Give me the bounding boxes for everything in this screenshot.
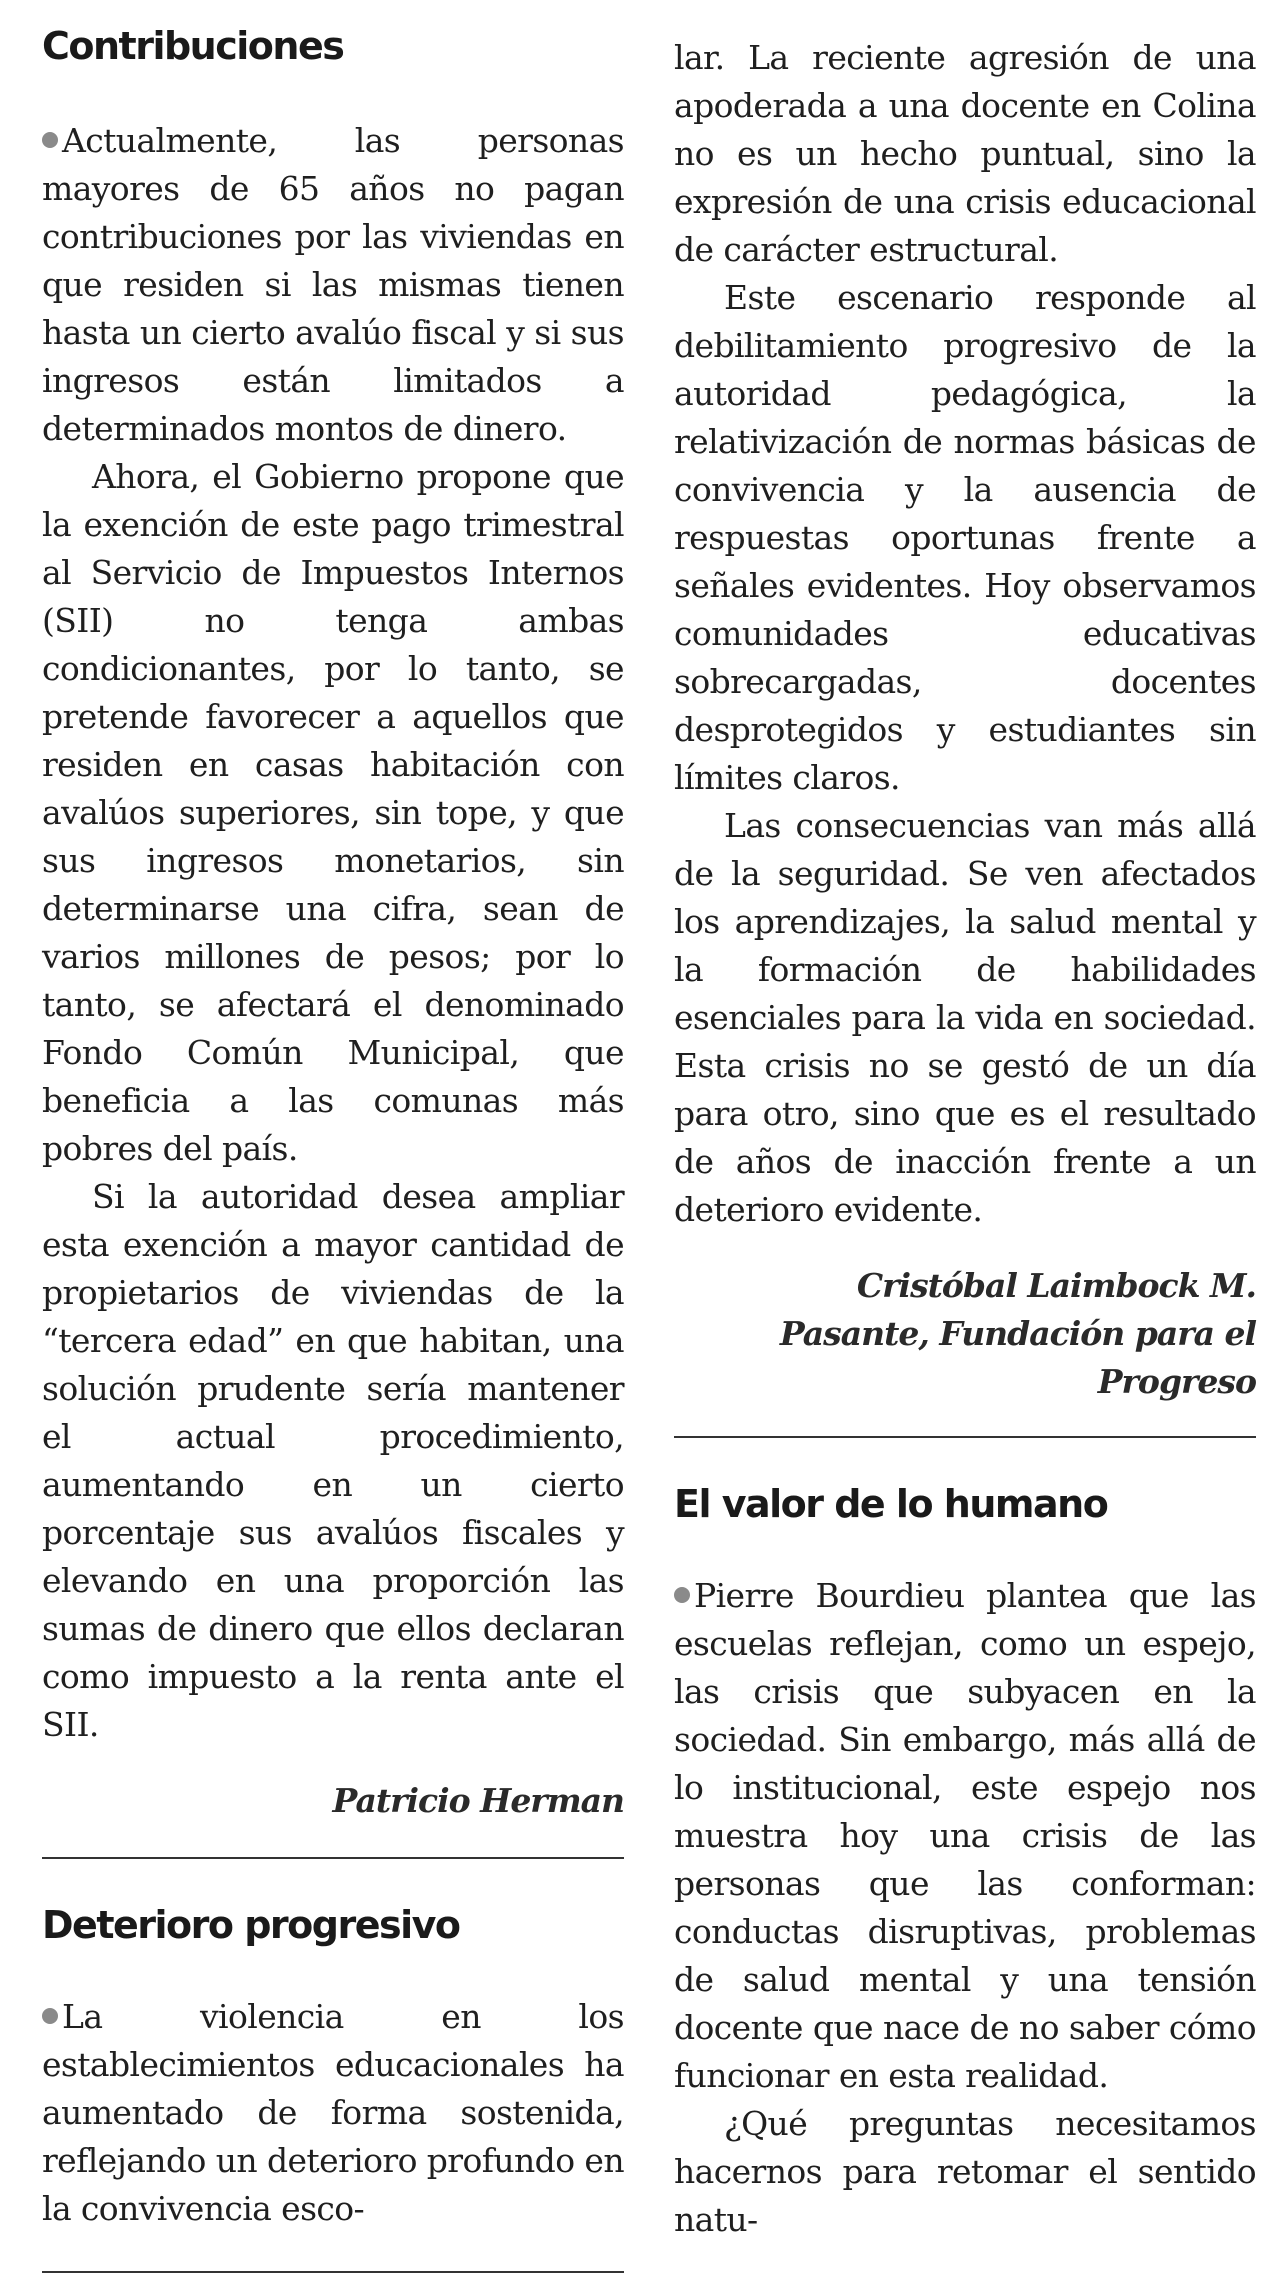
article-paragraph: Pierre Bourdieu plantea que las escuelas reflejan, como un espejo, las crisis que subyacen en la sociedad. Sin embargo, más allá de lo institucional, este espejo nos muestra hoy una crisis de las personas que las conforman: conductas disruptivas, problemas de salud mental y una tensión docente que nace de no saber cómo funcionar en esta realidad. [674, 1576, 1256, 2095]
article-paragraph: ¿Qué preguntas necesitamos hacernos para retomar el sentido natu- [674, 2104, 1256, 2239]
bullet-icon [674, 1587, 690, 1603]
author-role: Pasante, Fundación para el Progreso [779, 1314, 1256, 1401]
article-paragraph: Las consecuencias van más allá de la seguridad. Se ven afectados los aprendizajes, la salud mental y la formación de habilidades esenciales para la vida en sociedad. Esta crisis no se gestó de un día para otro, sino que es el resultado de años de inacción frente a un deterioro evidente. [674, 806, 1256, 1229]
author-signature: Patricio Herman [332, 1781, 624, 1820]
article-title-deterioro: Deterioro progresivo [42, 1903, 460, 1947]
author-signature: Cristóbal Laimbock M. [856, 1266, 1256, 1305]
section-divider [42, 1857, 624, 1859]
bullet-icon [42, 2008, 58, 2024]
article-title-valor: El valor de lo humano [674, 1482, 1108, 1526]
article-title-contribuciones: Contribuciones [42, 24, 344, 68]
article-paragraph: Actualmente, las personas mayores de 65 años no pagan contribuciones por las viviendas en que residen si las mismas tienen hasta un cierto avalúo fiscal y si sus ingresos están limitados a determinados montos de dinero. [42, 121, 624, 448]
article-paragraph: La violencia en los establecimientos educacionales ha aumentado de forma sostenida, reflejando un deterioro profundo en la convivencia esco- [42, 1997, 624, 2228]
article-paragraph: lar. La reciente agresión de una apoderada a una docente en Colina no es un hecho puntual, sino la expresión de una crisis educacional de carácter estructural. [674, 38, 1256, 269]
section-divider [674, 1436, 1256, 1438]
left-column [42, 0, 624, 2273]
article-paragraph: Ahora, el Gobierno propone que la exención de este pago trimestral al Servicio de Impuestos Internos (SII) no tenga ambas condicionantes, por lo tanto, se pretende favorecer a aquellos que residen en casas habitación con avalúos superiores, sin tope, y que sus ingresos monetarios, sin determinarse una cifra, sean de varios millones de pesos; por lo tanto, se afectará el denominado Fondo Común Municipal, que beneficia a las comunas más pobres del país. [42, 457, 624, 1168]
bullet-icon [42, 132, 58, 148]
right-column [674, 0, 1256, 2244]
article-paragraph: Si la autoridad desea ampliar esta exención a mayor cantidad de propietarios de viviendas de la “tercera edad” en que habitan, una solución prudente sería mantener el actual procedimiento, aumentando en un cierto porcentaje sus avalúos fiscales y elevando en una proporción las sumas de dinero que ellos declaran como impuesto a la renta ante el SII. [42, 1177, 624, 1744]
article-paragraph: Este escenario responde al debilitamiento progresivo de la autoridad pedagógica, la relativización de normas básicas de convivencia y la ausencia de respuestas oportunas frente a señales evidentes. Hoy observamos comunidades educativas sobrecargadas, docentes desprotegidos y estudiantes sin límites claros. [674, 278, 1256, 797]
